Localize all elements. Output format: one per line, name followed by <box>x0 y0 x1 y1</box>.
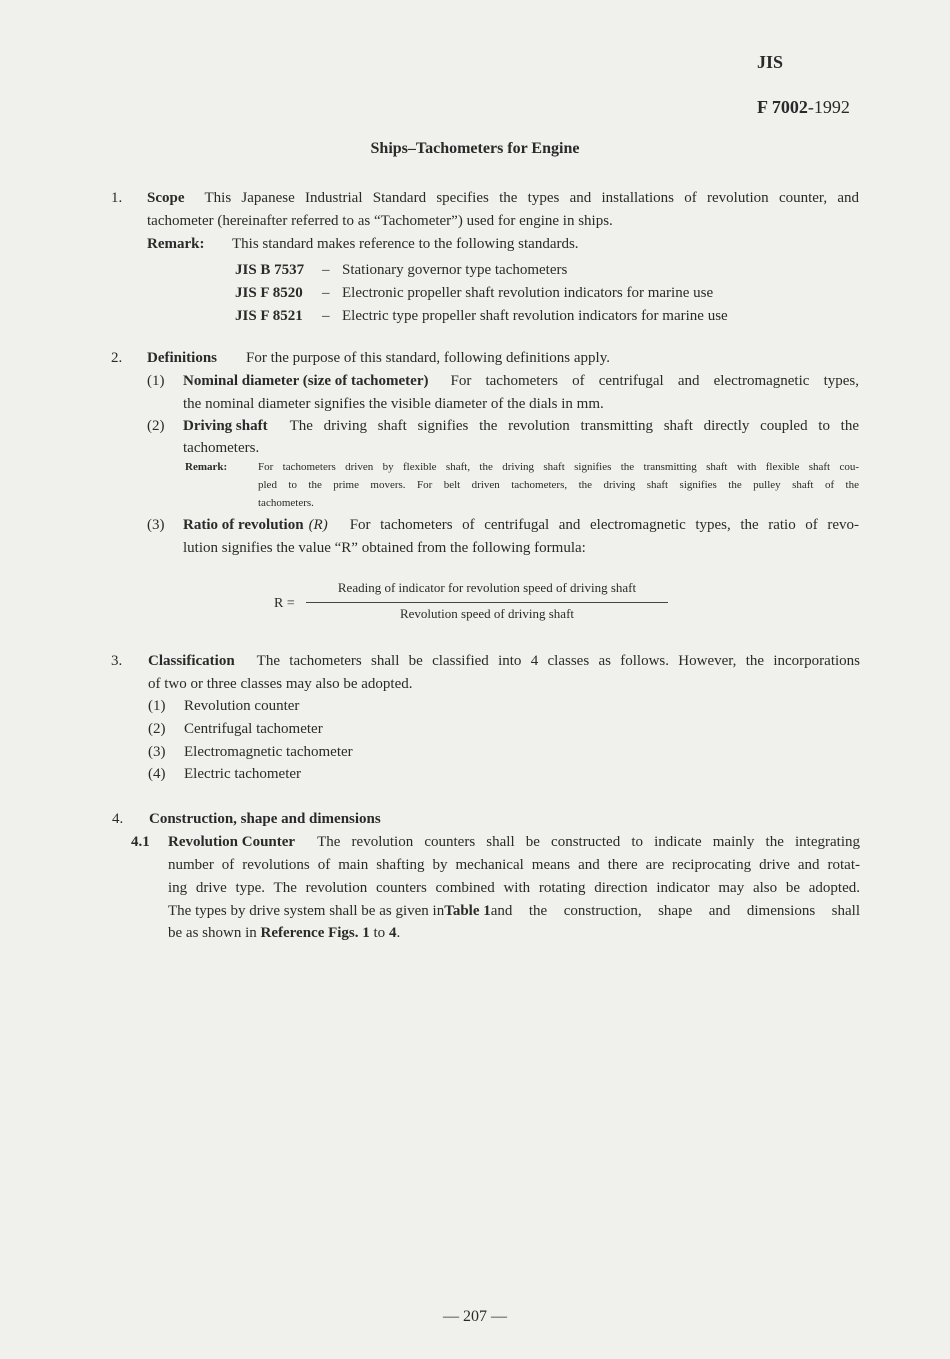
ref-code: JIS F 8520 <box>235 285 303 301</box>
sec2-item2-heading: Driving shaft <box>183 418 268 434</box>
sec2-item3-heading: Ratio of revolution <box>183 517 304 533</box>
sec2-item3-line1 <box>183 514 859 537</box>
list-item: Electromagnetic tachometer <box>184 744 353 760</box>
sec2-item2-l2: tachometers. <box>183 440 260 456</box>
formula-numerator: Reading of indicator for revolution speed of driving shaft <box>337 580 637 595</box>
sec4-1-l4c: and the construction, shape and dimensions shall <box>490 903 860 919</box>
std-year: -1992 <box>807 97 850 117</box>
sec1-line1 <box>147 187 859 210</box>
page-title: Ships–Tachometers for Engine <box>370 140 580 157</box>
sec4-heading: Construction, shape and dimensions <box>149 811 381 827</box>
sec2-text: For the purpose of this standard, following definitions apply. <box>246 350 610 366</box>
list-item-number: (4) <box>148 766 166 782</box>
ref-code: JIS B 7537 <box>235 262 305 278</box>
sec2-number: 2. <box>111 350 123 366</box>
list-item: Centrifugal tachometer <box>184 721 323 737</box>
sec4-1-l3: ing drive type. The revolution counters combined with rotating direction indicator may also be adopted. <box>168 880 860 896</box>
sec2-item3-l1: For tachometers of centrifugal and electromagnetic types, the ratio of revo- <box>349 517 859 533</box>
list-item: Electric tachometer <box>184 766 302 782</box>
sec2-item1-number: (1) <box>147 373 165 389</box>
sec4-1-l4 <box>168 900 860 923</box>
header-org: JIS <box>757 52 784 72</box>
ref-title: Electric type propeller shaft revolution indicators for marine use <box>342 308 728 324</box>
list-item-number: (1) <box>148 698 166 714</box>
sec2-item2-number: (2) <box>147 418 165 434</box>
list-item-number: (2) <box>148 721 166 737</box>
sec4-1-heading: Revolution Counter <box>168 834 296 850</box>
sec1-heading: Scope <box>147 190 185 206</box>
ref-code: JIS F 8521 <box>235 308 303 324</box>
sec2-item1-heading: Nominal diameter (size of tachometer) <box>183 373 429 389</box>
sec2-item2-remark-l1: For tachometers driven by flexible shaft, the driving shaft signifies the transmitting shaft with flexible shaft cou- <box>258 461 859 473</box>
sec4-1-l2: number of revolutions of main shafting by mechanical means and there are reciprocating drive and rotat- <box>168 857 860 873</box>
sec3-l1: The tachometers shall be classified into 4 classes as follows. However, the incorporations <box>256 653 860 669</box>
sec4-1-l5c: to <box>369 925 389 941</box>
sec4-1-l1: The revolution counters shall be constructed to indicate mainly the integrating <box>317 834 860 850</box>
formula-lhs: R = <box>274 596 295 611</box>
sec2-item3-symbol: (R) <box>308 517 328 533</box>
table-ref: Table 1 <box>444 903 491 919</box>
ref-dash: – <box>322 262 330 278</box>
sec1-remark-text: This standard makes reference to the following standards. <box>232 236 579 252</box>
ref-title: Electronic propeller shaft revolution indicators for marine use <box>342 285 714 301</box>
sec2-item2-remark-l3: tachometers. <box>258 497 314 509</box>
sec2-item2-remark-l2: pled to the prime movers. For belt driven tachometers, the driving shaft signifies the pulley shaft of the <box>258 479 859 491</box>
sec2-item2-remark-label: Remark: <box>185 461 228 473</box>
sec2-item1-l1: For tachometers of centrifugal and electromagnetic types, <box>450 373 859 389</box>
sec2-heading: Definitions <box>147 350 218 366</box>
sec4-1-l5a: be as shown in <box>168 925 261 941</box>
figure-ref-end: 4 <box>388 925 397 941</box>
sec2-item1-line1 <box>183 370 859 393</box>
formula-fraction-line <box>306 602 668 603</box>
sec1-remark-label: Remark: <box>147 236 205 252</box>
page-number: — 207 — <box>443 1308 507 1325</box>
sec2-item2-l1: The driving shaft signifies the revolution transmitting shaft directly coupled to the <box>289 418 859 434</box>
list-item-number: (3) <box>148 744 166 760</box>
ref-title: Stationary governor type tachometers <box>342 262 568 278</box>
sec4-1-l5 <box>168 922 400 945</box>
sec2-item3-number: (3) <box>147 517 165 533</box>
sec3-number: 3. <box>111 653 123 669</box>
sec3-l2: of two or three classes may also be adopted. <box>148 676 413 692</box>
sec4-1-l4a: The types by drive system shall be as given in <box>168 903 445 919</box>
sec2-item1-l2: the nominal diameter signifies the visible diameter of the dials in mm. <box>183 396 604 412</box>
sec3-heading: Classification <box>148 653 235 669</box>
list-item: Revolution counter <box>184 698 300 714</box>
ref-dash: – <box>322 285 330 301</box>
sec1-number: 1. <box>111 190 123 206</box>
sec4-number: 4. <box>112 811 124 827</box>
sec2-item3-l2: lution signifies the value “R” obtained from the following formula: <box>183 540 586 556</box>
sec1-text-l1: This Japanese Industrial Standard specifies the types and installations of revolution counter, and <box>204 190 859 206</box>
sec1-text-l2: tachometer (hereinafter referred to as “Tachometer”) used for engine in ships. <box>147 213 613 229</box>
sec4-1-line1 <box>168 831 860 854</box>
header-standard-number <box>757 97 850 118</box>
sec4-1-l5e: . <box>396 925 401 941</box>
sec3-line1 <box>148 650 860 673</box>
std-number: F 7002 <box>757 97 808 117</box>
ref-dash: – <box>322 308 330 324</box>
sec4-1-number: 4.1 <box>131 834 150 850</box>
figure-ref: Reference Figs. 1 <box>260 925 370 941</box>
sec2-item2-line1 <box>183 415 859 438</box>
formula-denominator: Revolution speed of driving shaft <box>399 606 575 621</box>
